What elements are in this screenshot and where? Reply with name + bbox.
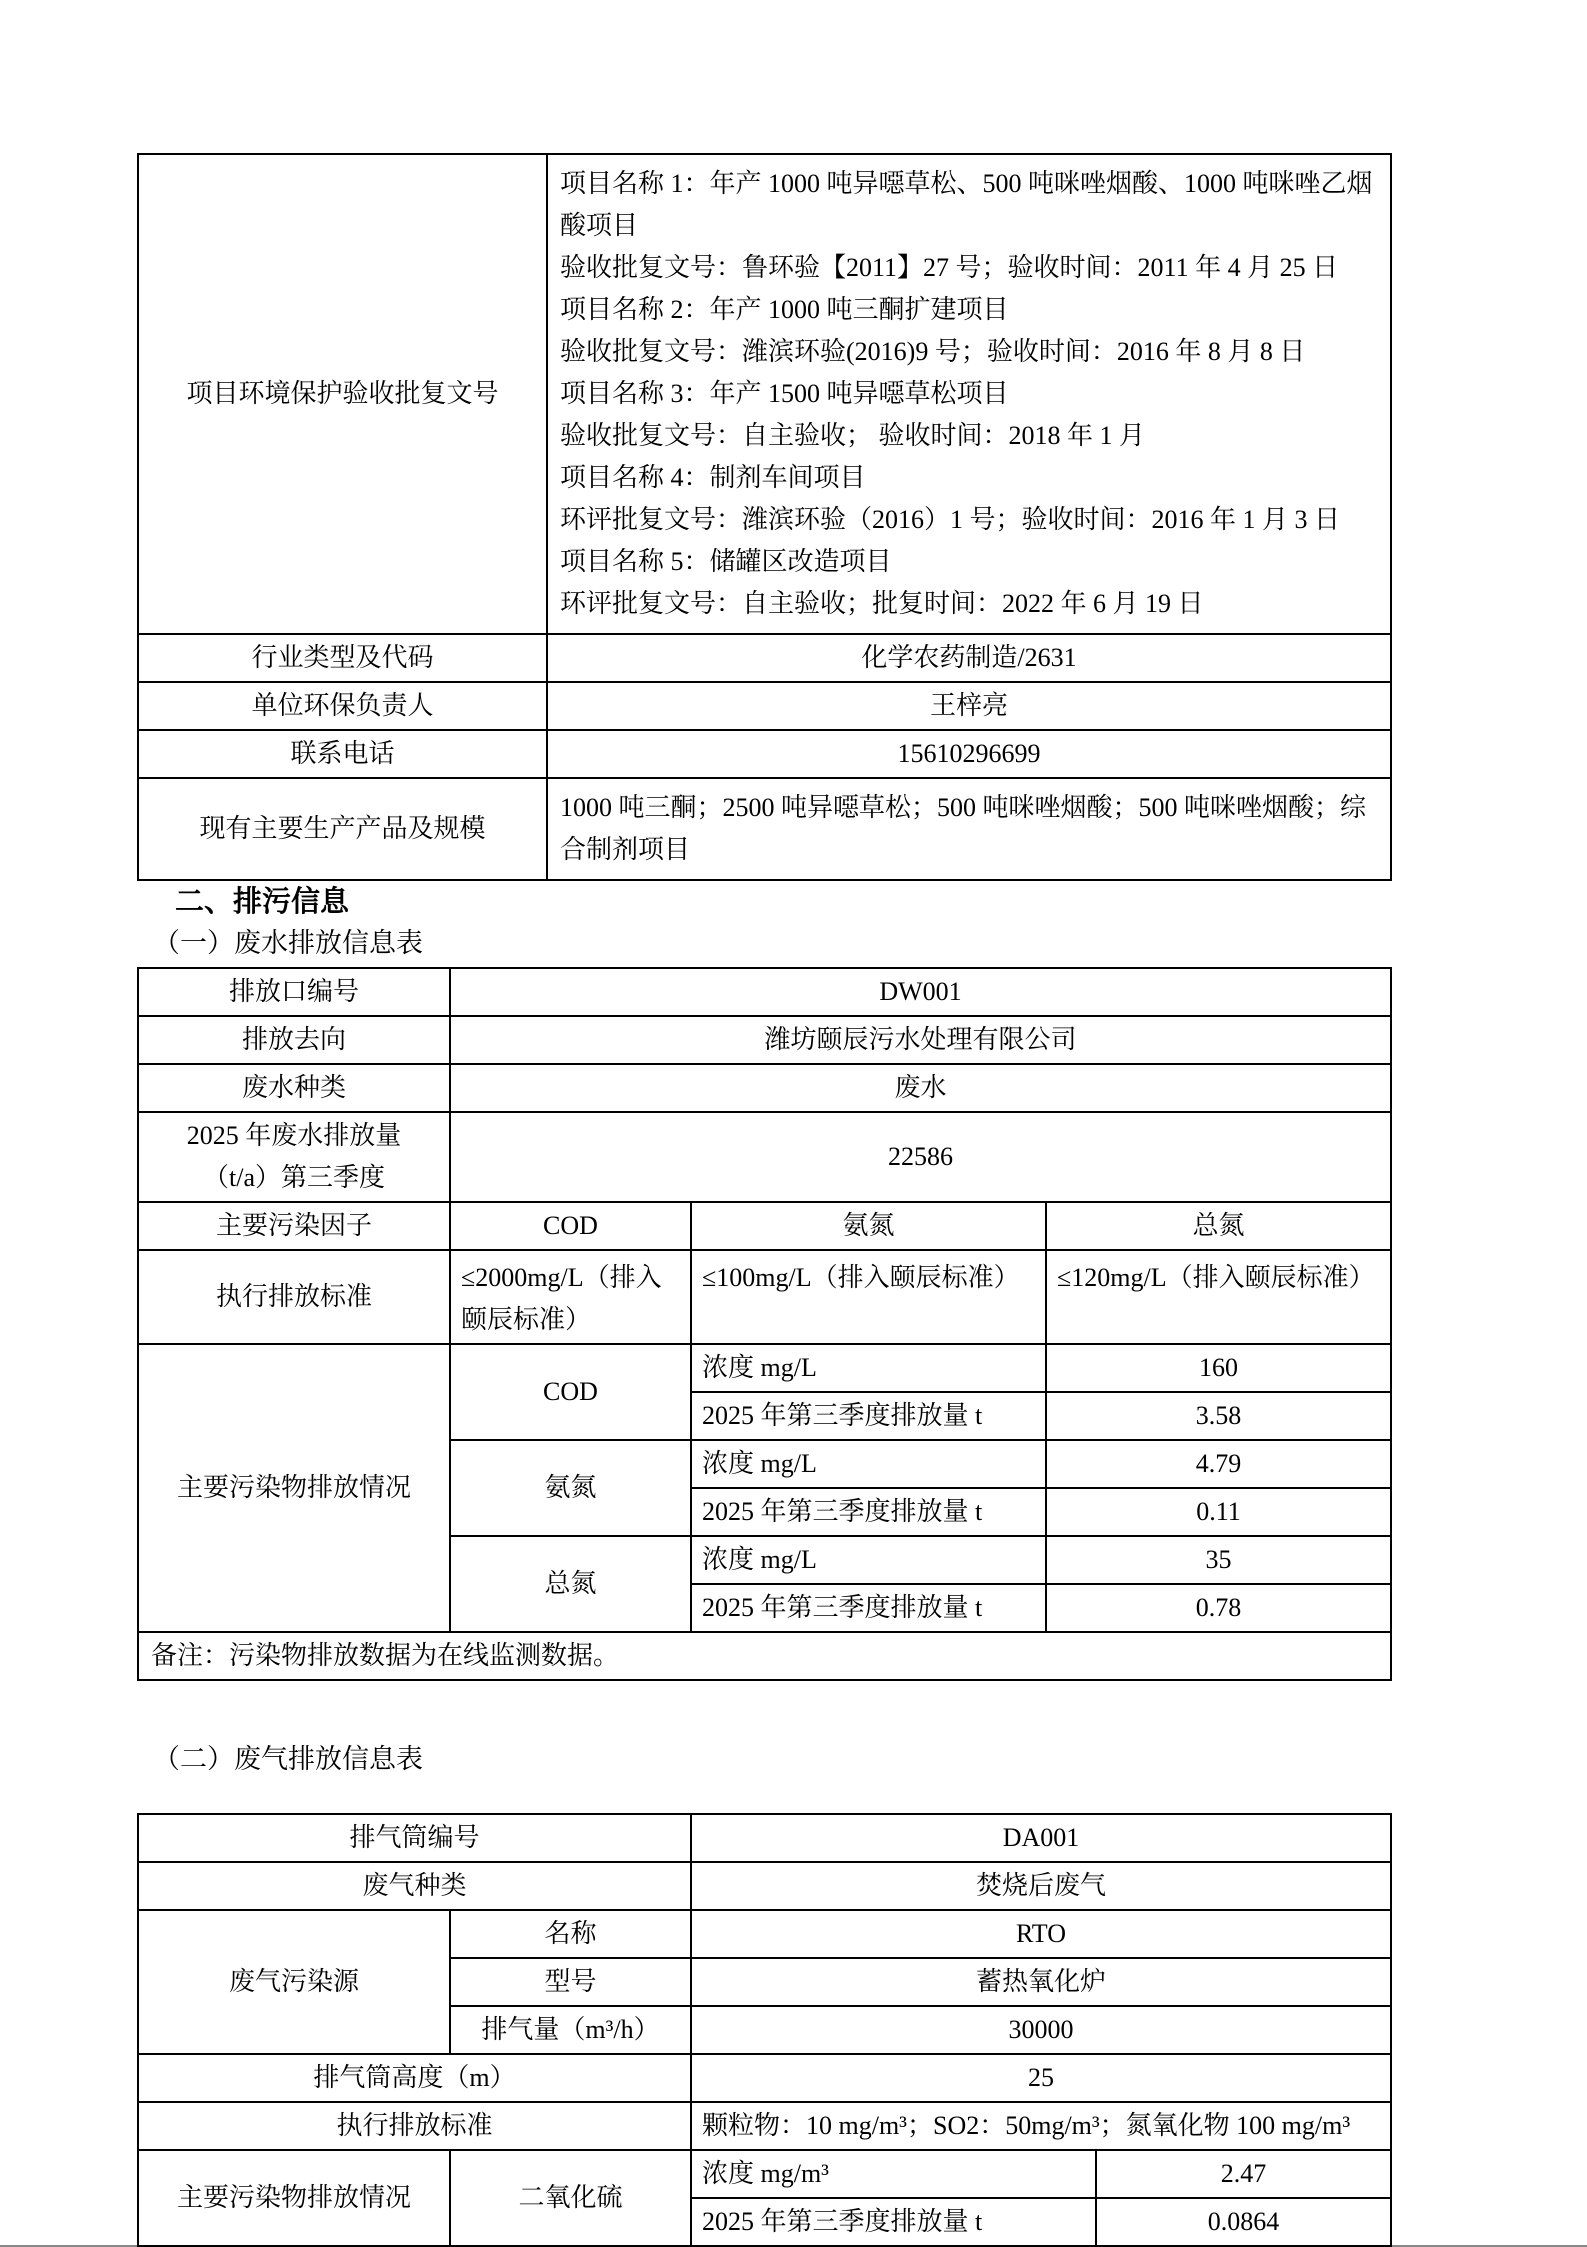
products-label-cell: 现有主要生产产品及规模 (138, 778, 547, 880)
officer-value-cell: 王梓亮 (547, 682, 1391, 730)
emission-label-cell: 主要污染物排放情况 (138, 1344, 450, 1632)
volume-label-line2: （t/a）第三季度 (203, 1163, 385, 1192)
standard-label-cell: 执行排放标准 (138, 1250, 450, 1344)
source-model-value-cell: 蓄热氧化炉 (691, 1958, 1391, 2006)
so2-name-cell: 二氧化硫 (450, 2150, 691, 2246)
company-info-table (137, 153, 1392, 881)
pollutant-cod-cell: COD (450, 1344, 691, 1440)
exhaust-standard-value-cell: 颗粒物：10 mg/m³；SO2：50mg/m³；氮氧化物 100 mg/m³ (691, 2102, 1391, 2150)
conc-label-cell: 浓度 mg/L (691, 1440, 1046, 1488)
standard-tn-cell: ≤120mg/L（排入颐辰标准） (1046, 1250, 1391, 1344)
phone-label-cell: 联系电话 (138, 730, 547, 778)
table-row (138, 1112, 1391, 1202)
exhaust-standard-label-cell: 执行排放标准 (138, 2102, 691, 2150)
volume-value-cell: 22586 (450, 1112, 1391, 1202)
so2-conc-value-cell: 2.47 (1096, 2150, 1391, 2198)
wastewater-type-label-cell: 废水种类 (138, 1064, 450, 1112)
approval-value-cell (547, 154, 1391, 634)
industry-label-cell: 行业类型及代码 (138, 634, 547, 682)
table-row (138, 968, 1391, 1016)
wastewater-type-value-cell: 废水 (450, 1064, 1391, 1112)
table-row (138, 778, 1391, 880)
tn-conc-value-cell: 35 (1046, 1536, 1391, 1584)
outlet-value-cell: DW001 (450, 968, 1391, 1016)
nh3n-conc-value-cell: 4.79 (1046, 1440, 1391, 1488)
table-row (138, 730, 1391, 778)
exhaust-table (137, 1813, 1392, 2247)
table-row (138, 1862, 1391, 1910)
so2-conc-label-cell: 浓度 mg/m³ (691, 2150, 1096, 2198)
factor-tn-cell: 总氮 (1046, 1202, 1391, 1250)
destination-label-cell: 排放去向 (138, 1016, 450, 1064)
source-label-cell: 废气污染源 (138, 1910, 450, 2054)
stack-height-label-cell: 排气筒高度（m） (138, 2054, 691, 2102)
destination-value-cell: 潍坊颐辰污水处理有限公司 (450, 1016, 1391, 1064)
subheading-exhaust-table: （二）废气排放信息表 (153, 1744, 423, 1774)
spacer (137, 1681, 1390, 1733)
tn-qty-value-cell: 0.78 (1046, 1584, 1391, 1632)
cod-conc-value-cell: 160 (1046, 1344, 1391, 1392)
conc-label-cell: 浓度 mg/L (691, 1536, 1046, 1584)
wastewater-table (137, 967, 1392, 1681)
wastewater-note-cell: 备注：污染物排放数据为在线监测数据。 (138, 1632, 1391, 1680)
so2-qty-value-cell: 0.0864 (1096, 2198, 1391, 2246)
table-row (138, 1016, 1391, 1064)
qty-label-cell: 2025 年第三季度排放量 t (691, 1488, 1046, 1536)
source-name-value-cell: RTO (691, 1910, 1391, 1958)
approval-line: 项目名称 3：年产 1500 吨异噁草松项目 (560, 379, 1009, 408)
approval-label-cell: 项目环境保护验收批复文号 (138, 154, 547, 634)
table-row (138, 1250, 1391, 1344)
table-row (138, 634, 1391, 682)
document-content (137, 153, 1390, 2247)
stack-height-value-cell: 25 (691, 2054, 1391, 2102)
approval-line: 项目名称 4：制剂车间项目 (560, 463, 866, 492)
stack-label-cell: 排气筒编号 (138, 1814, 691, 1862)
volume-label-cell (138, 1112, 450, 1202)
section-heading-discharge-info: 二、排污信息 (175, 886, 350, 918)
table-row (138, 1344, 1391, 1392)
qty-label-cell: 2025 年第三季度排放量 t (691, 1584, 1046, 1632)
table-row (138, 1202, 1391, 1250)
pollutant-tn-cell: 总氮 (450, 1536, 691, 1632)
outlet-label-cell: 排放口编号 (138, 968, 450, 1016)
phone-value-cell: 15610296699 (547, 730, 1391, 778)
factor-cod-cell: COD (450, 1202, 691, 1250)
factor-nh3n-cell: 氨氮 (691, 1202, 1046, 1250)
cod-qty-value-cell: 3.58 (1046, 1392, 1391, 1440)
source-flow-value-cell: 30000 (691, 2006, 1391, 2054)
gas-type-label-cell: 废气种类 (138, 1862, 691, 1910)
factor-label-cell: 主要污染因子 (138, 1202, 450, 1250)
stack-value-cell: DA001 (691, 1814, 1391, 1862)
approval-line: 项目名称 5：储罐区改造项目 (560, 547, 892, 576)
source-flow-label-cell: 排气量（m³/h） (450, 2006, 691, 2054)
table-row (138, 2102, 1391, 2150)
gas-type-value-cell: 焚烧后废气 (691, 1862, 1391, 1910)
approval-line: 验收批复文号：潍滨环验(2016)9 号；验收时间：2016 年 8 月 8 日 (560, 337, 1306, 366)
conc-label-cell: 浓度 mg/L (691, 1344, 1046, 1392)
officer-label-cell: 单位环保负责人 (138, 682, 547, 730)
table-row (138, 154, 1391, 634)
table-row (138, 1632, 1391, 1680)
qty-label-cell: 2025 年第三季度排放量 t (691, 1392, 1046, 1440)
approval-line: 环评批复文号：潍滨环验（2016）1 号；验收时间：2016 年 1 月 3 日 (560, 505, 1341, 534)
approval-line: 验收批复文号：自主验收； 验收时间：2018 年 1 月 (560, 421, 1146, 450)
table-row (138, 682, 1391, 730)
approval-line: 项目名称 2：年产 1000 吨三酮扩建项目 (560, 295, 1009, 324)
spacer (137, 1783, 1390, 1813)
volume-label-line1: 2025 年废水排放量 (186, 1121, 402, 1150)
standard-nh3n-cell: ≤100mg/L（排入颐辰标准） (691, 1250, 1046, 1344)
standard-cod-cell: ≤2000mg/L（排入颐辰标准） (450, 1250, 691, 1344)
table-row (138, 2054, 1391, 2102)
products-value-cell: 1000 吨三酮；2500 吨异噁草松；500 吨咪唑烟酸；500 吨咪唑烟酸；综合制剂项目 (547, 778, 1391, 880)
approval-line: 项目名称 1：年产 1000 吨异噁草松、500 吨咪唑烟酸、1000 吨咪唑乙烟酸项目 (560, 169, 1373, 240)
table-row (138, 1064, 1391, 1112)
approval-line: 验收批复文号：鲁环验【2011】27 号；验收时间：2011 年 4 月 25 日 (560, 253, 1339, 282)
table-row (138, 1910, 1391, 1958)
subheading-wastewater-table: （一）废水排放信息表 (153, 928, 423, 958)
nh3n-qty-value-cell: 0.11 (1046, 1488, 1391, 1536)
industry-value-cell: 化学农药制造/2631 (547, 634, 1391, 682)
approval-line: 环评批复文号：自主验收；批复时间：2022 年 6 月 19 日 (560, 589, 1204, 618)
pollutant-nh3n-cell: 氨氮 (450, 1440, 691, 1536)
table-row (138, 2150, 1391, 2198)
so2-qty-label-cell: 2025 年第三季度排放量 t (691, 2198, 1096, 2246)
table-row (138, 1814, 1391, 1862)
exhaust-emission-label-cell: 主要污染物排放情况 (138, 2150, 450, 2246)
source-model-label-cell: 型号 (450, 1958, 691, 2006)
source-name-label-cell: 名称 (450, 1910, 691, 1958)
